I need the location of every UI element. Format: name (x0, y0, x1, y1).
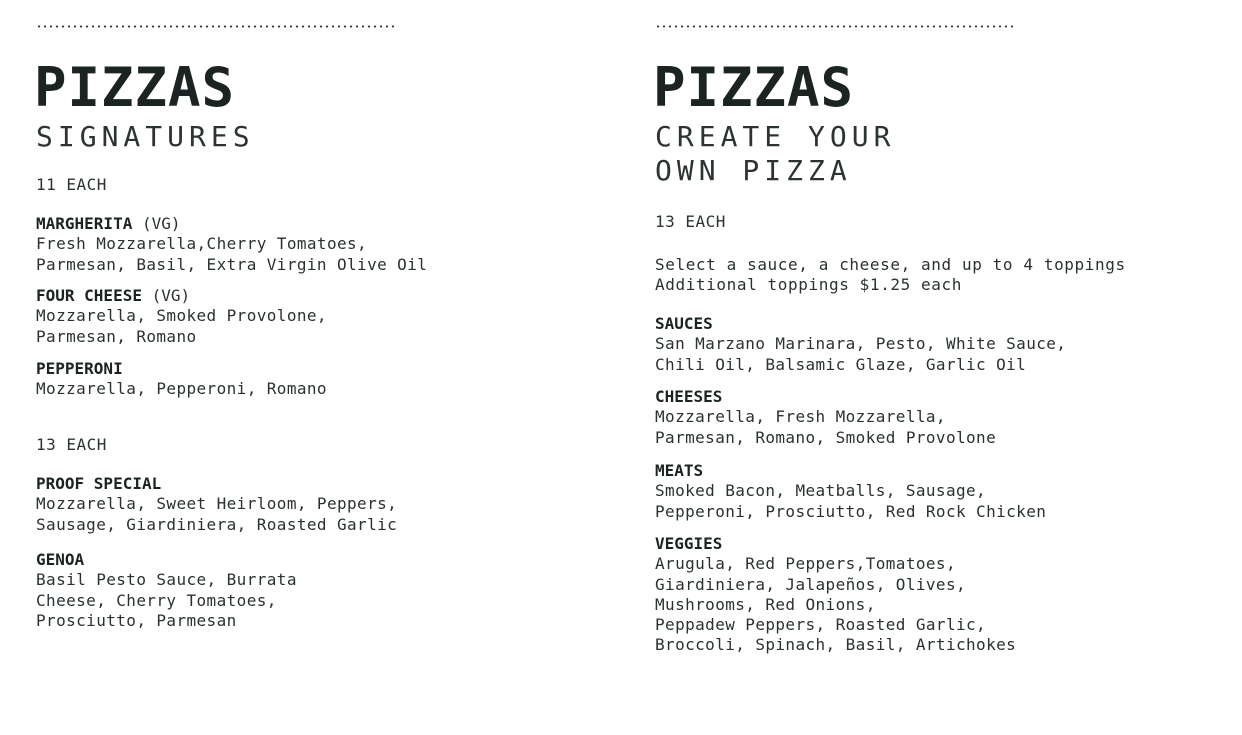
section-options: Smoked Bacon, Meatballs, Sausage, Pepperoni, Prosciutto, Red Rock Chicken (655, 481, 1047, 521)
price-label: 13 EACH (655, 212, 726, 231)
section-options: San Marzano Marinara, Pesto, White Sauce, Chili Oil, Balsamic Glaze, Garlic Oil (655, 334, 1067, 374)
section-name: CHEESES (655, 387, 723, 406)
item-tag: (VG) (141, 286, 191, 305)
menu-subtitle: SIGNATURES (36, 120, 255, 153)
item-name: PEPPERONI (36, 359, 123, 378)
dotted-divider (36, 25, 398, 28)
section-cheeses (655, 387, 1195, 448)
item-description: Basil Pesto Sauce, Burrata Cheese, Cherry Tomatoes, Prosciutto, Parmesan (36, 570, 297, 630)
menu-title: PIZZAS (34, 56, 236, 119)
dotted-divider (655, 25, 1017, 28)
menu-title: PIZZAS (653, 56, 855, 119)
item-description: Mozzarella, Pepperoni, Romano (36, 379, 327, 399)
menu-item-pepperoni (36, 359, 576, 400)
menu-item-margherita (36, 214, 576, 275)
menu-item-four-cheese (36, 286, 576, 347)
item-tag: (VG) (132, 214, 181, 233)
section-name: MEATS (655, 461, 704, 480)
item-name: GENOA (36, 550, 85, 569)
section-veggies (655, 534, 1195, 656)
section-sauces (655, 314, 1195, 375)
section-name: SAUCES (655, 314, 713, 333)
item-description: Fresh Mozzarella,Cherry Tomatoes, Parmesan, Basil, Extra Virgin Olive Oil (36, 234, 428, 274)
item-name: FOUR CHEESE (36, 286, 142, 305)
item-description: Mozzarella, Sweet Heirloom, Peppers, Sausage, Giardiniera, Roasted Garlic (36, 494, 398, 534)
menu-item-genoa (36, 550, 576, 631)
price-label: 13 EACH (36, 435, 107, 454)
menu-item-proof-special (36, 474, 576, 535)
section-options: Arugula, Red Peppers,Tomatoes, Giardiniera, Jalapeños, Olives, Mushrooms, Red Onions, Peppadew Peppers, Roasted Garlic, Broccoli, Spinach, Basil, Artichokes (655, 554, 1017, 655)
item-description: Mozzarella, Smoked Provolone, Parmesan, Romano (36, 306, 327, 346)
section-name: VEGGIES (655, 534, 723, 553)
section-options: Mozzarella, Fresh Mozzarella, Parmesan, Romano, Smoked Provolone (655, 407, 997, 447)
price-label: 11 EACH (36, 175, 107, 194)
menu-subtitle: CREATE YOUR OWN PIZZA (655, 120, 896, 187)
item-name: PROOF SPECIAL (36, 474, 162, 493)
section-meats (655, 461, 1195, 522)
build-instructions: Select a sauce, a cheese, and up to 4 toppings Additional toppings $1.25 each (655, 255, 1126, 295)
item-name: MARGHERITA (36, 214, 133, 233)
